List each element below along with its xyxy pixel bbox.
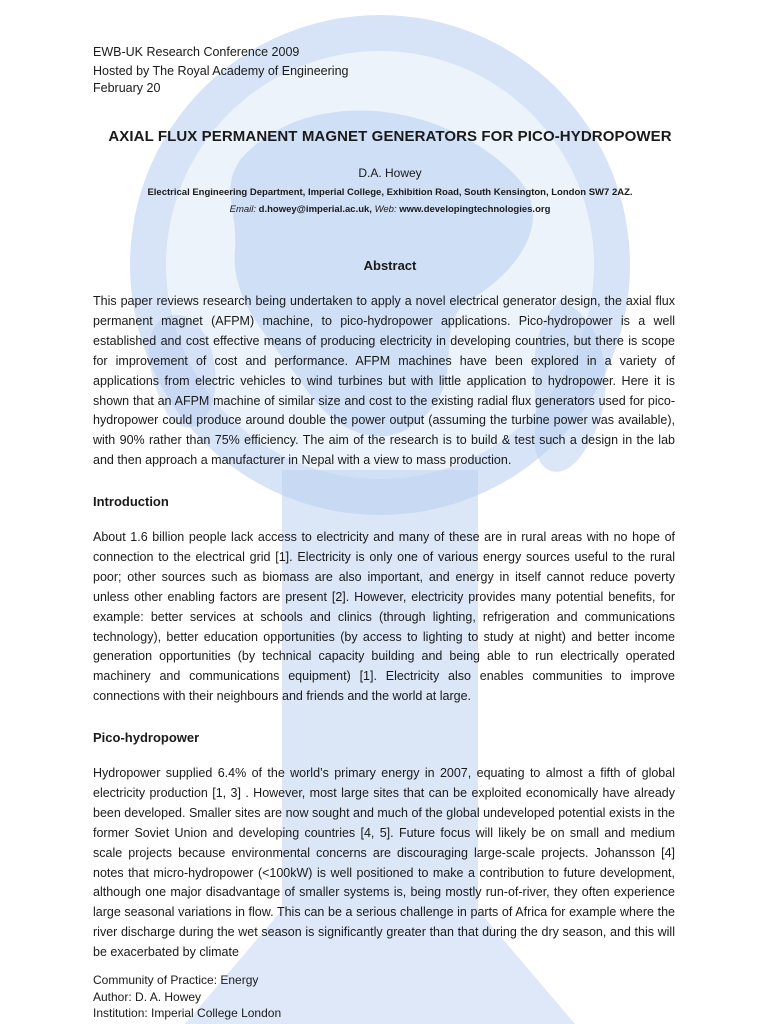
page-footer <box>93 972 281 1022</box>
conference-host: Hosted by The Royal Academy of Engineering <box>93 64 349 78</box>
website-link[interactable]: www.developingtechnologies.org <box>399 204 551 215</box>
author-affiliation: Electrical Engineering Department, Imperial College, Exhibition Road, South Kensington, London SW7 2AZ. <box>147 187 633 198</box>
abstract-text: This paper reviews research being undertaken to apply a novel electrical generator design, the axial flux permanent magnet (AFPM) machine, to pico-hydropower applications. Pico-hydropower is a well established and cost effective means of producing electricity in developing countries, but there is scope for improvement of cost and performance. AFPM machines have been explored in a variety of applications from electric vehicles to wind turbines but with little application to hydropower. Here it is shown that an AFPM machine of similar size and cost to the existing radial flux generators used for pico-hydropower could produce around double the power output (assuming the turbine power was available), with 90% rather than 75% efficiency. The aim of the research is to build & test such a design in the lab and then approach a manufacturer in Nepal with a view to mass production. <box>93 294 675 468</box>
introduction-heading: Introduction <box>93 494 169 509</box>
email-label: Email: <box>229 204 257 215</box>
footer-community: Community of Practice: Energy <box>93 973 259 987</box>
conference-date: February 20 <box>93 81 161 95</box>
introduction-text: About 1.6 billion people lack access to electricity and many of these are in rural areas with no hope of connection to the electrical grid [1]. Electricity is only one of various energy sources useful to the rural poor; other sources such as biomass are also important, and energy in itself cannot reduce poverty unless other enabling factors are present [2]. However, electricity provides many potential benefits, for example: better services at schools and clinics (through lighting, refrigeration and communications technology), better education opportunities (by access to lighting to study at night) and better income generation opportunities (by technical capacity building and being able to run electrically operated machinery and communications equipment) [1]. Electricity also enables communities to improve connections with their neighbours and friends and the world at large. <box>93 530 675 704</box>
conference-name: EWB-UK Research Conference 2009 <box>93 45 300 59</box>
paper-author: D.A. Howey <box>358 166 422 180</box>
web-label: Web: <box>374 204 397 215</box>
email-address[interactable]: d.howey@imperial.ac.uk, <box>258 204 372 215</box>
pico-hydropower-text: Hydropower supplied 6.4% of the world’s primary energy in 2007, equating to almost a fifth of global electricity production [1, 3] . However, most large sites that can be exploited economically have already been developed. Smaller sites are now sought and much of the global undeveloped potential exists in the former Soviet Union and developing countries [4, 5]. Future focus will likely be on small and medium scale projects because environmental concerns are discouraging large-scale projects. Johansson [4] notes that micro-hydropower (<100kW) is well positioned to make a contribution to future development, although one major disadvantage of smaller systems is, being mostly run-of-river, they often experience large seasonal variations in flow. This can be a serious challenge in parts of Africa for example where the river discharge during the wet season is significantly greater than that during the dry season, and this will be exacerbated by climate <box>93 766 675 960</box>
paper-title: AXIAL FLUX PERMANENT MAGNET GENERATORS FOR PICO-HYDROPOWER <box>108 128 672 145</box>
author-contact <box>40 204 740 215</box>
abstract-heading: Abstract <box>363 258 417 273</box>
footer-institution: Institution: Imperial College London <box>93 1006 282 1020</box>
pico-hydropower-heading: Pico-hydropower <box>93 730 200 745</box>
footer-author: Author: D. A. Howey <box>93 989 202 1004</box>
